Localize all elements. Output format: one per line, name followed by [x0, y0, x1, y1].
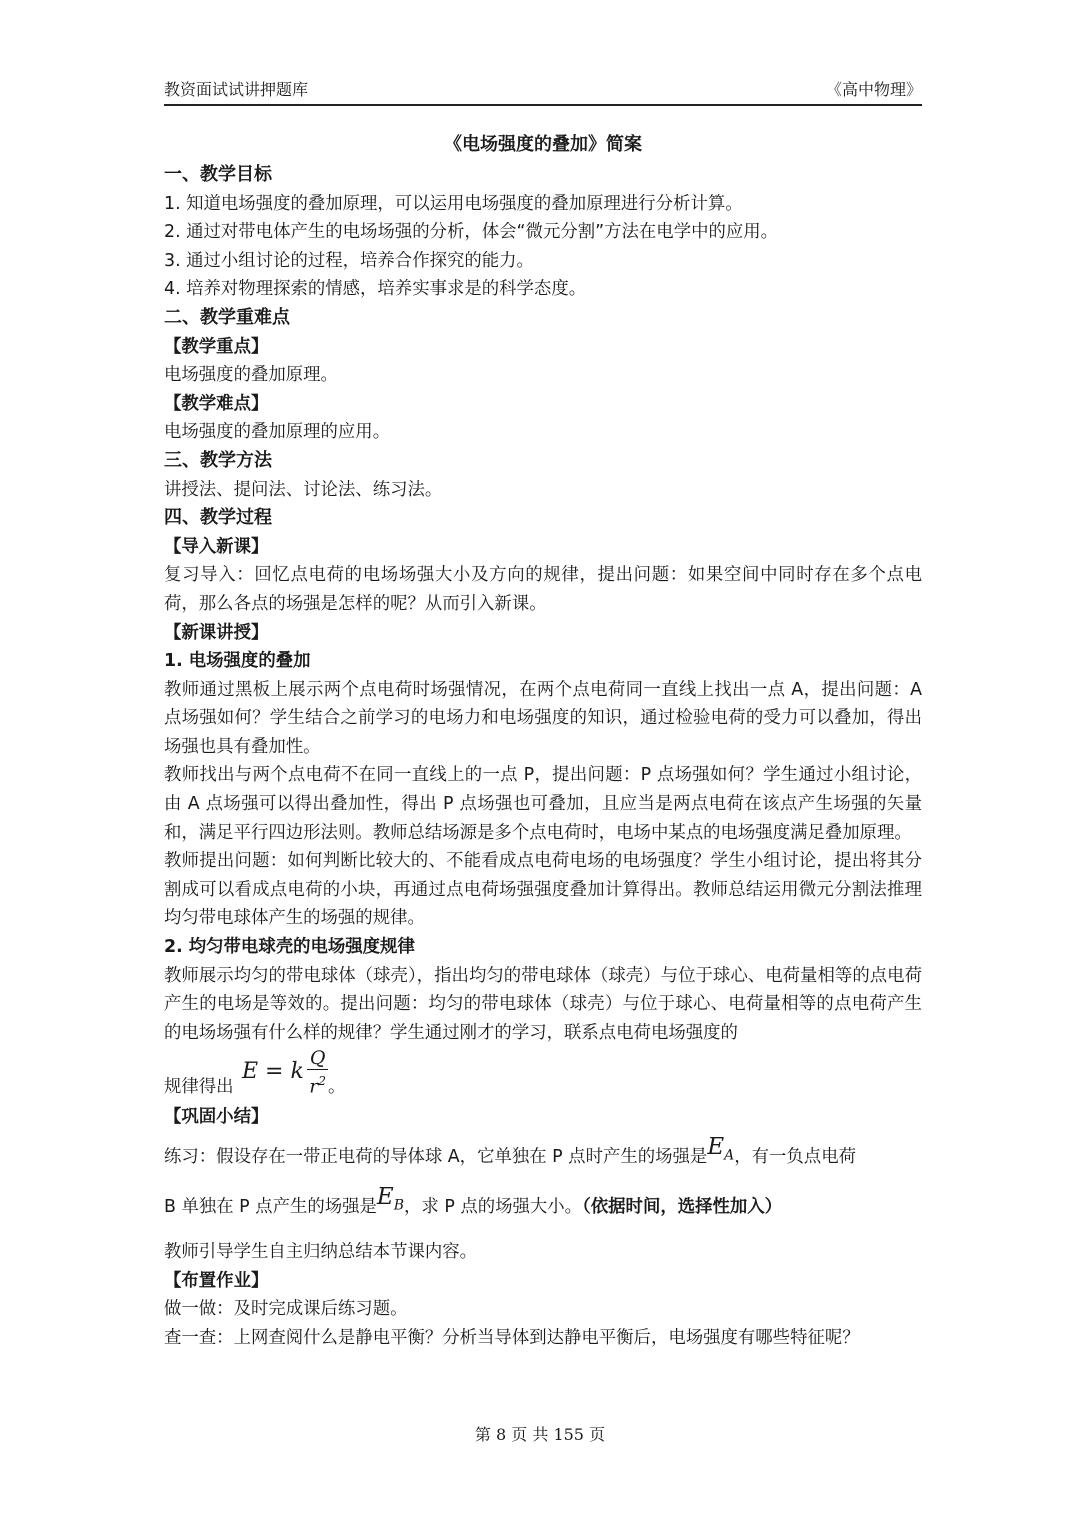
document-body	[164, 129, 922, 1352]
exercise-text-a	[164, 1133, 856, 1178]
section-heading-key-points: 二、教学重难点	[164, 306, 290, 328]
exercise-note: （依据时间，选择性加入）	[582, 1196, 783, 1217]
difficulty-label: 【教学难点】	[164, 393, 269, 414]
formula-fraction	[307, 1047, 329, 1097]
objective-item: 4. 培养对物理探索的情感，培养实事求是的科学态度。	[164, 279, 587, 300]
paragraph-point-a: 教师通过黑板上展示两个点电荷时场强情况，在两个点电荷同一直线上找出一点 A，提出问题：A 点场强如何？学生结合之前学习的电场力和电场强度的知识，通过检验电荷的受力可以叠加，得出场强也具有叠加性。	[164, 679, 922, 757]
homework-label: 【布置作业】	[164, 1270, 269, 1291]
field-symbol-ea-base: E	[707, 1133, 725, 1160]
intro-label: 【导入新课】	[164, 536, 269, 557]
field-symbol-eb	[376, 1183, 405, 1214]
intro-paragraph: 复习导入：回忆点电荷的电场场强大小及方向的规律，提出问题：如果空间中同时存在多个点电荷，那么各点的场强是怎样的呢？从而引入新课。	[164, 565, 922, 614]
exercise-a-tail: ，有一负点电荷	[734, 1146, 856, 1167]
objective-item: 1. 知道电场强度的叠加原理，可以运用电场强度的叠加原理进行分析计算。	[164, 193, 743, 214]
header-left-title: 教资面试试讲押题库	[164, 80, 309, 99]
difficulty-text: 电场强度的叠加原理的应用。	[164, 422, 391, 443]
header-right-title: 《高中物理》	[825, 80, 922, 99]
formula-denominator	[309, 1070, 326, 1097]
formula-exponent: 2	[318, 1074, 326, 1089]
paragraph-charged-sphere: 教师展示均匀的带电球体（球壳），指出均匀的带电球体（球壳）与位于球心、电荷量相等的点电荷产生的电场是等效的。提出问题：均匀的带电球体（球壳）与位于球心、电荷量相等的点电荷产生的电场场强有什么样的规律？学生通过刚才的学习，联系点电荷电场强度的	[164, 965, 922, 1043]
field-symbol-ea-sub: A	[724, 1147, 735, 1164]
exercise-a-lead: 练习：假设存在一带正电荷的导体球 A，它单独在 P 点时产生的场强是	[164, 1146, 708, 1167]
field-symbol-eb-sub: B	[393, 1197, 405, 1214]
exercise-line-b	[164, 1182, 922, 1232]
homework-item: 做一做：及时完成课后练习题。	[164, 1299, 408, 1320]
new-lesson-label: 【新课讲授】	[164, 622, 269, 643]
consolidation-label: 【巩固小结】	[164, 1107, 269, 1128]
exercise-text-b	[164, 1183, 783, 1228]
formula-lhs: E = k	[242, 1059, 304, 1085]
paragraph-point-p: 教师找出与两个点电荷不在同一直线上的一点 P，提出问题：P 点场强如何？学生通过小组讨论，由 A 点场强可以得出叠加性，得出 P 点场强也可叠加，且应当是两点电荷在该点产生场强的矢量和，满足平行四边形法则。教师总结场源是多个点电荷时，电场中某点的电场强度满足叠加原理。	[164, 765, 922, 843]
objective-item: 3. 通过小组讨论的过程，培养合作探究的能力。	[164, 250, 534, 271]
section-heading-objectives: 一、教学目标	[164, 164, 272, 185]
page-footer: 第 8 页 共 155 页	[474, 1425, 606, 1444]
formula-numerator: Q	[307, 1047, 329, 1070]
exercise-b-lead: B 单独在 P 点产生的场强是	[164, 1196, 377, 1217]
formula-line	[164, 1047, 922, 1103]
formula-denominator-base: r	[309, 1075, 319, 1098]
header-divider	[164, 104, 922, 106]
paragraph-microelement: 教师提出问题：如何判断比较大的、不能看成点电荷电场的电场强度？学生小组讨论，提出将其分割成可以看成点电荷的小块，再通过点电荷场强强度叠加计算得出。教师总结运用微元分割法推理均匀带电球体产生的场强的规律。	[164, 851, 922, 929]
coulomb-field-formula	[242, 1047, 328, 1097]
formula-intro-text: 规律得出	[164, 1076, 234, 1097]
field-symbol-ea	[707, 1133, 735, 1164]
formula-tail: 。	[328, 1076, 346, 1097]
key-point-label: 【教学重点】	[164, 336, 269, 357]
section-heading-methods: 三、教学方法	[164, 449, 272, 471]
field-symbol-eb-base: E	[376, 1183, 394, 1210]
exercise-line-a	[164, 1132, 922, 1182]
summary-text: 教师引导学生自主归纳总结本节课内容。	[164, 1242, 478, 1262]
key-point-text: 电场强度的叠加原理。	[164, 365, 338, 386]
exercise-b-tail: ，求 P 点的场强大小。	[404, 1196, 583, 1217]
document-title: 《电场强度的叠加》简案	[444, 134, 642, 155]
objective-item: 2. 通过对带电体产生的电场场强的分析，体会“微元分割”方法在电学中的应用。	[164, 222, 779, 243]
section-heading-process: 四、教学过程	[164, 507, 272, 529]
page-header	[164, 76, 922, 104]
subheading-charged-shell: 2. 均匀带电球壳的电场强度规律	[164, 937, 415, 958]
homework-item: 查一查：上网查阅什么是静电平衡？分析当导体到达静电平衡后，电场强度有哪些特征呢？	[164, 1327, 860, 1348]
methods-text: 讲授法、提问法、讨论法、练习法。	[164, 479, 443, 500]
subheading-superposition: 1. 电场强度的叠加	[164, 651, 311, 672]
